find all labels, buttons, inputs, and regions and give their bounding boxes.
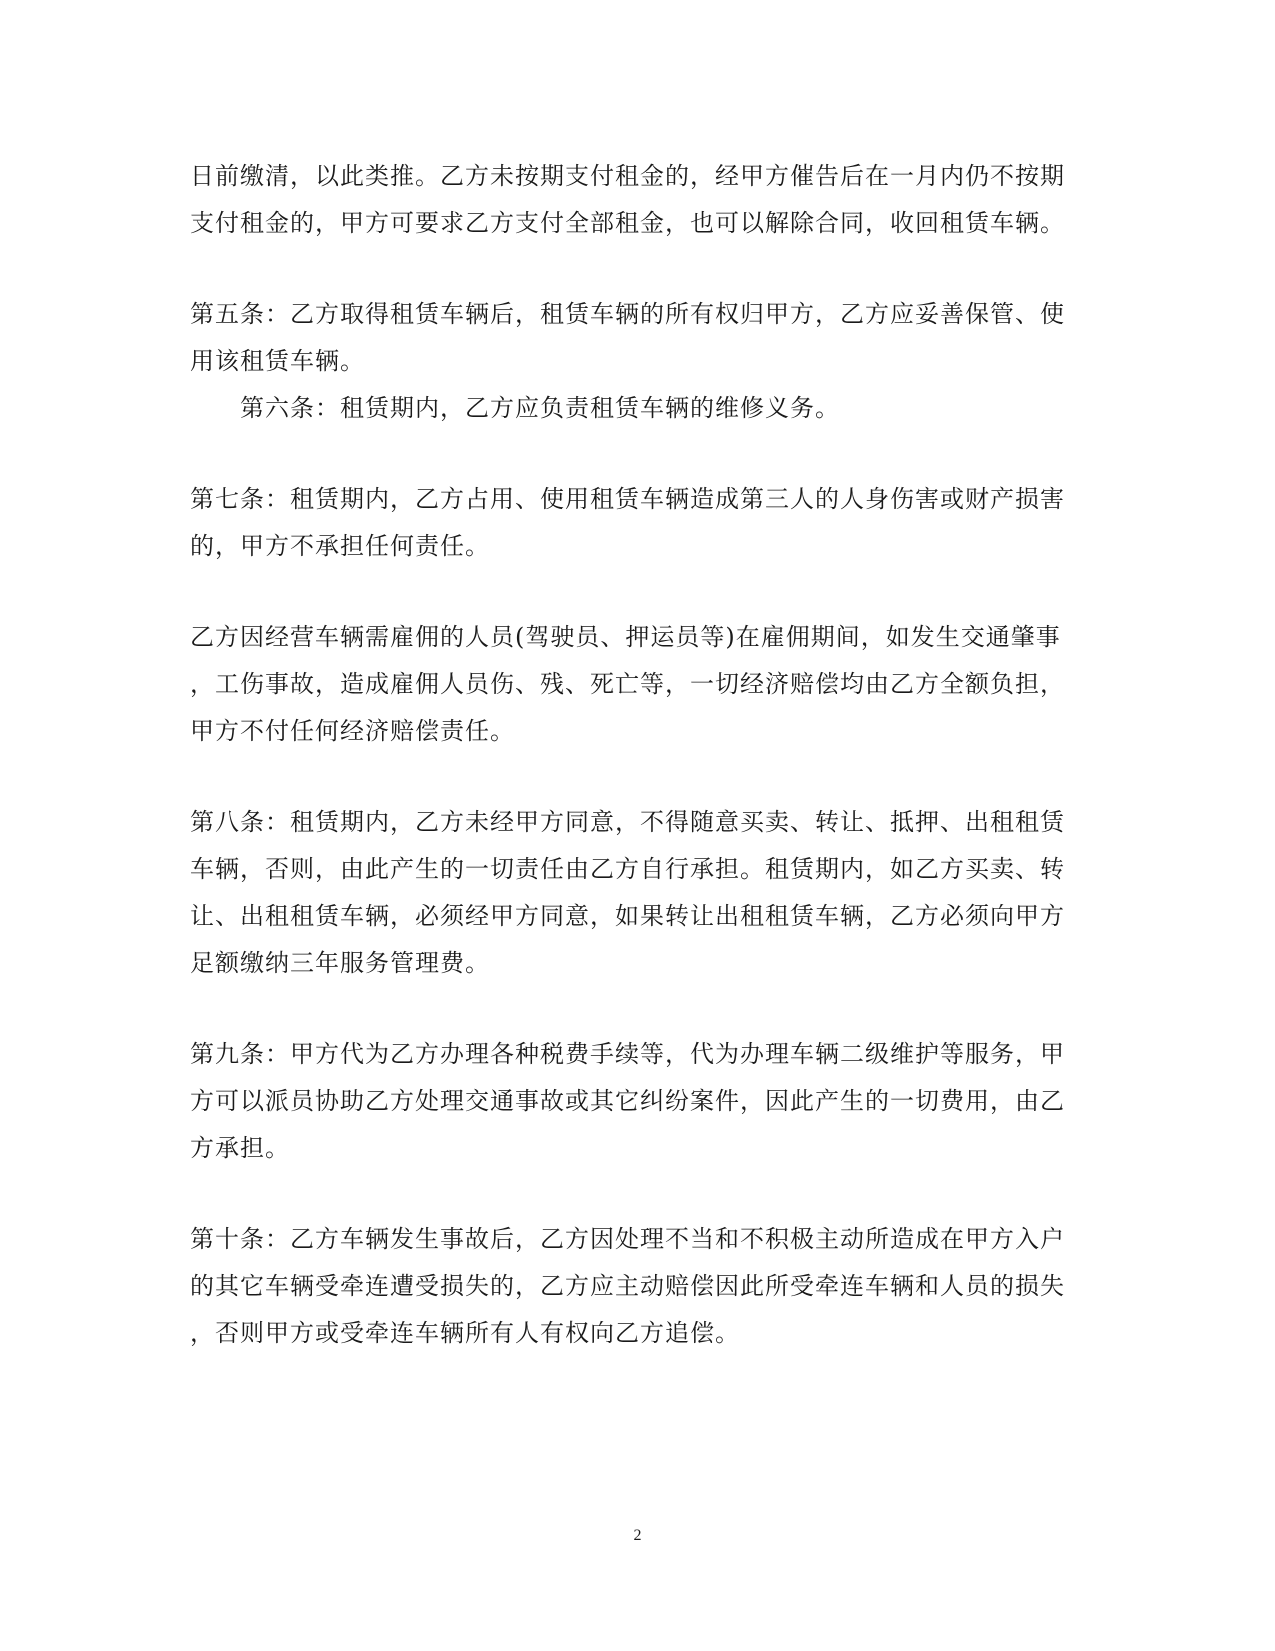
text-line: 的其它车辆受牵连遭受损失的，乙方应主动赔偿因此所受牵连车辆和人员的损失 <box>190 1272 1065 1300</box>
text-line: 日前缴清，以此类推。乙方未按期支付租金的，经甲方催告后在一月内仍不按期 <box>190 162 1065 190</box>
text-line: 的，甲方不承担任何责任。 <box>190 532 490 560</box>
page-number: 2 <box>633 1527 642 1544</box>
text-line: 第五条：乙方取得租赁车辆后，租赁车辆的所有权归甲方，乙方应妥善保管、使 <box>190 300 1065 328</box>
text-line: 第九条：甲方代为乙方办理各种税费手续等，代为办理车辆二级维护等服务，甲 <box>190 1040 1065 1068</box>
text-line: 第八条：租赁期内，乙方未经甲方同意，不得随意买卖、转让、抵押、出租租赁 <box>190 808 1065 836</box>
text-line: 方可以派员协助乙方处理交通事故或其它纠纷案件，因此产生的一切费用，由乙 <box>190 1087 1065 1115</box>
text-line: 第六条：租赁期内，乙方应负责租赁车辆的维修义务。 <box>240 394 840 422</box>
text-line: 第七条：租赁期内，乙方占用、使用租赁车辆造成第三人的人身伤害或财产损害 <box>190 485 1065 513</box>
text-line: 车辆，否则，由此产生的一切责任由乙方自行承担。租赁期内，如乙方买卖、转 <box>190 855 1065 883</box>
text-line: 用该租赁车辆。 <box>190 347 365 375</box>
text-line: 第十条：乙方车辆发生事故后，乙方因处理不当和不积极主动所造成在甲方入户 <box>190 1225 1065 1253</box>
text-line: 支付租金的，甲方可要求乙方支付全部租金，也可以解除合同，收回租赁车辆。 <box>190 209 1065 237</box>
text-line: ，工伤事故，造成雇佣人员伤、残、死亡等，一切经济赔偿均由乙方全额负担， <box>190 670 1065 698</box>
text-line: ，否则甲方或受牵连车辆所有人有权向乙方追偿。 <box>190 1319 740 1347</box>
text-line: 足额缴纳三年服务管理费。 <box>190 949 490 977</box>
text-line: 让、出租租赁车辆，必须经甲方同意，如果转让出租租赁车辆，乙方必须向甲方 <box>190 902 1065 930</box>
text-line: 乙方因经营车辆需雇佣的人员(驾驶员、押运员等)在雇佣期间，如发生交通肇事 <box>190 623 1061 651</box>
text-line: 方承担。 <box>190 1134 290 1162</box>
text-line: 甲方不付任何经济赔偿责任。 <box>190 717 515 745</box>
